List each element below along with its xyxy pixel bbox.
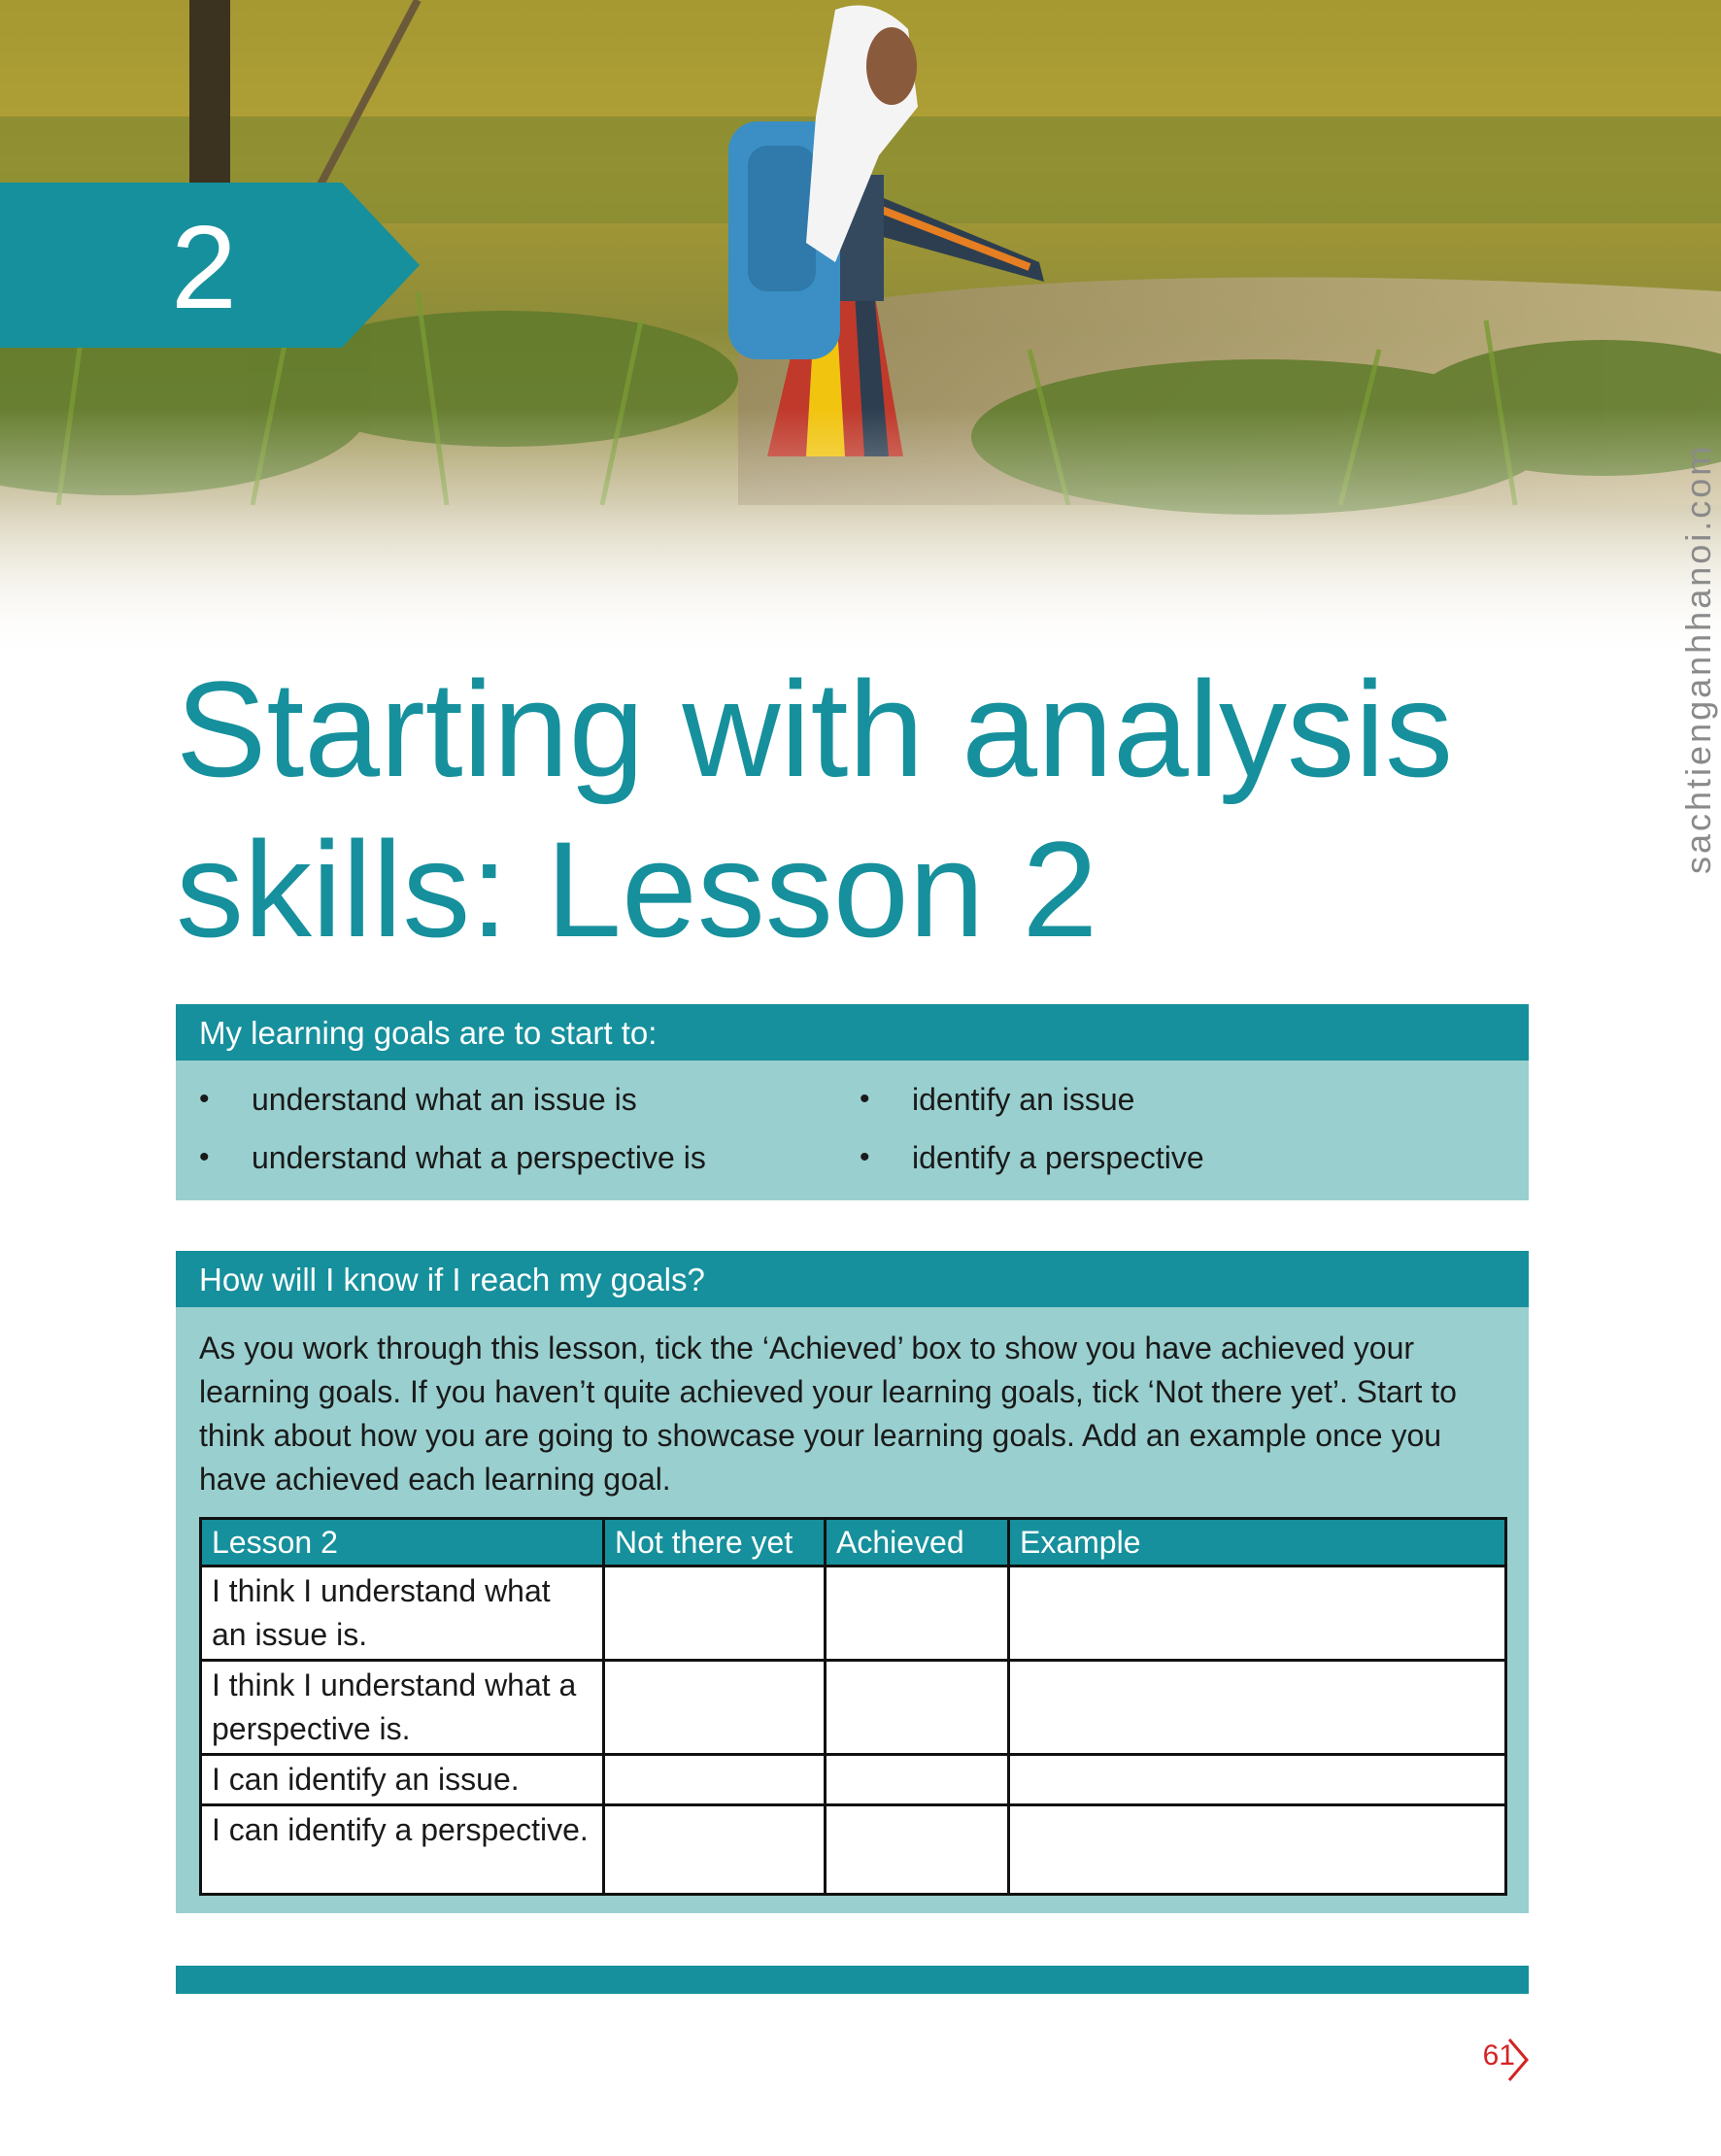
title-line-1: Starting with analysis bbox=[176, 653, 1454, 805]
goal-text: understand what an issue is bbox=[252, 1082, 637, 1117]
chevron-right-icon[interactable] bbox=[1503, 2036, 1533, 2084]
goal-label-cell: I can identify an issue. bbox=[201, 1755, 604, 1805]
title-line-2: skills: Lesson 2 bbox=[176, 813, 1098, 965]
bullet-icon: • bbox=[860, 1083, 870, 1115]
table-header-row bbox=[201, 1519, 1506, 1566]
goal-label-cell: I can identify a perspective. bbox=[201, 1805, 604, 1895]
achieved-cell[interactable] bbox=[826, 1755, 1009, 1805]
goal-text: understand what a perspective is bbox=[252, 1140, 706, 1175]
example-cell[interactable] bbox=[1009, 1805, 1506, 1895]
table-row bbox=[201, 1805, 1506, 1895]
column-header-lesson: Lesson 2 bbox=[201, 1519, 604, 1566]
achieved-cell[interactable] bbox=[826, 1566, 1009, 1661]
goal-text: identify a perspective bbox=[912, 1140, 1204, 1175]
bullet-icon: • bbox=[199, 1141, 210, 1173]
goal-label-cell: I think I understand what an issue is. bbox=[201, 1566, 604, 1661]
table-row bbox=[201, 1566, 1506, 1661]
column-header-achieved: Achieved bbox=[826, 1519, 1009, 1566]
goal-label-cell: I think I understand what a perspective is. bbox=[201, 1661, 604, 1755]
not-there-yet-cell[interactable] bbox=[604, 1805, 826, 1895]
column-header-not-there-yet: Not there yet bbox=[604, 1519, 826, 1566]
goal-text: identify an issue bbox=[912, 1082, 1135, 1117]
chapter-number: 2 bbox=[171, 201, 237, 333]
not-there-yet-cell[interactable] bbox=[604, 1566, 826, 1661]
achieved-cell[interactable] bbox=[826, 1805, 1009, 1895]
learning-goals-heading: My learning goals are to start to: bbox=[176, 1004, 1529, 1061]
bullet-icon: • bbox=[199, 1083, 210, 1115]
example-cell[interactable] bbox=[1009, 1566, 1506, 1661]
not-there-yet-cell[interactable] bbox=[604, 1755, 826, 1805]
table-row bbox=[201, 1661, 1506, 1755]
bullet-icon: • bbox=[860, 1141, 870, 1173]
learning-goals-list bbox=[176, 1061, 1529, 1200]
reach-goals-heading: How will I know if I reach my goals? bbox=[176, 1251, 1529, 1307]
page-title bbox=[176, 649, 1497, 969]
learning-goals-box bbox=[176, 1004, 1529, 1200]
bottom-divider-bar bbox=[176, 1966, 1529, 1994]
column-header-example: Example bbox=[1009, 1519, 1506, 1566]
goals-tracker-table bbox=[199, 1517, 1507, 1896]
side-watermark: sachtienganhhanoi.com bbox=[1678, 443, 1718, 874]
achieved-cell[interactable] bbox=[826, 1661, 1009, 1755]
page-number: 61 bbox=[1482, 2039, 1515, 2072]
reach-goals-box bbox=[176, 1251, 1529, 1913]
example-cell[interactable] bbox=[1009, 1661, 1506, 1755]
reach-goals-instructions: As you work through this lesson, tick the ‘Achieved’ box to show you have achieved your learning goals. If you haven’t quite achieved your learning goals, tick ‘Not there yet’. Start to think about how you are going to showcase your learning goals. Add an example once you have achieved each learning goal. bbox=[199, 1331, 1457, 1497]
not-there-yet-cell[interactable] bbox=[604, 1661, 826, 1755]
example-cell[interactable] bbox=[1009, 1755, 1506, 1805]
table-row bbox=[201, 1755, 1506, 1805]
